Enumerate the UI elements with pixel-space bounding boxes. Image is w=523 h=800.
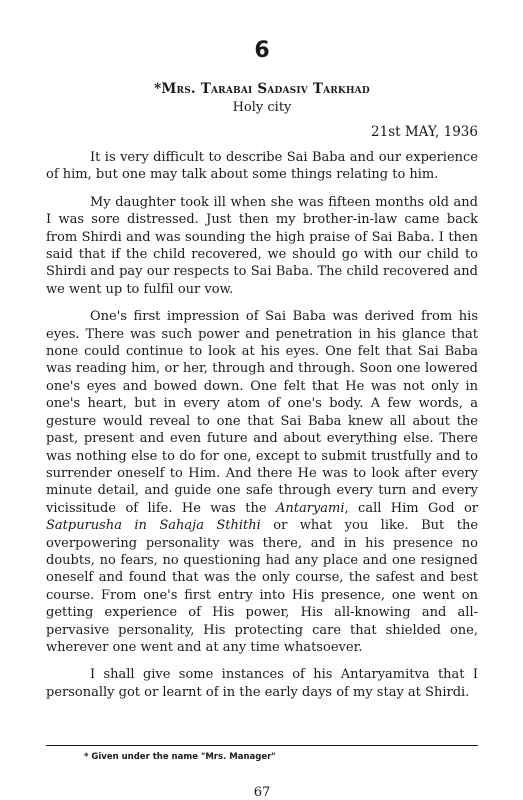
page-number: 67: [253, 785, 271, 800]
term-antaryami: Antaryami: [275, 500, 345, 516]
paragraph-3: [46, 308, 478, 656]
entry-date: 21st MAY, 1936: [371, 124, 478, 140]
chapter-subtitle: Holy city: [232, 100, 292, 115]
footnote: * Given under the name "Mrs. Manager": [84, 752, 276, 762]
paragraph-1: It is very difficult to describe Sai Baba and our experience of him, but one may talk about some things relating to him.: [46, 150, 478, 183]
paragraph-4: I shall give some instances of his Antaryamitva that I personally got or learnt of in the early days of my stay at Shirdi.: [46, 667, 478, 700]
paragraph-3-part-c: or what you like. But the overpowering personality was there, and in his presence no doubts, no fears, no questioning had any place and one resigned oneself and found that was the only course, the safest and best course. From one's first entry into His presence, one went on getting experience of His power, His all-knowing and all-pervasive personality, His protecting care that shielded one, wherever one went and at any time whatsoever.: [46, 518, 479, 655]
chapter-number: 6: [254, 38, 270, 63]
footnote-divider: [46, 745, 478, 746]
term-satpurusha: Satpurusha in Sahaja Sthithi: [46, 518, 261, 534]
body-text: [46, 149, 478, 711]
paragraph-2: My daughter took ill when she was fifteen months old and I was sore distressed. Just then my brother-in-law came back from Shirdi and was sounding the high praise of Sai Baba. I then said that if the child recovered, we should go with our child to Shirdi and pay our respects to Sai Baba. The child recovered and we went up to fulfil our vow.: [46, 194, 478, 297]
paragraph-3-part-a: One's first impression of Sai Baba was derived from his eyes. There was such power and penetration in his glance that none could continue to look at his eyes. One felt that Sai Baba was reading him, or her, through and through. Soon one lowered one's eyes and bowed down. One felt that He was not only in one's heart, but in every atom of one's body. A few words, a gesture would reveal to one that Sai Baba knew all about the past, present and even future and about everything else. There was nothing else to do for one, except to submit trustfully and to surrender oneself to Him. And there He was to look after every minute detail, and guide one safe through every turn and every vicissitude of life. He was the: [46, 309, 478, 516]
paragraph-3-part-b: , call Him God or: [344, 500, 479, 516]
book-page: [46, 0, 478, 800]
chapter-title: *Mrs. Tarabai Sadasiv Tarkhad: [154, 81, 370, 97]
